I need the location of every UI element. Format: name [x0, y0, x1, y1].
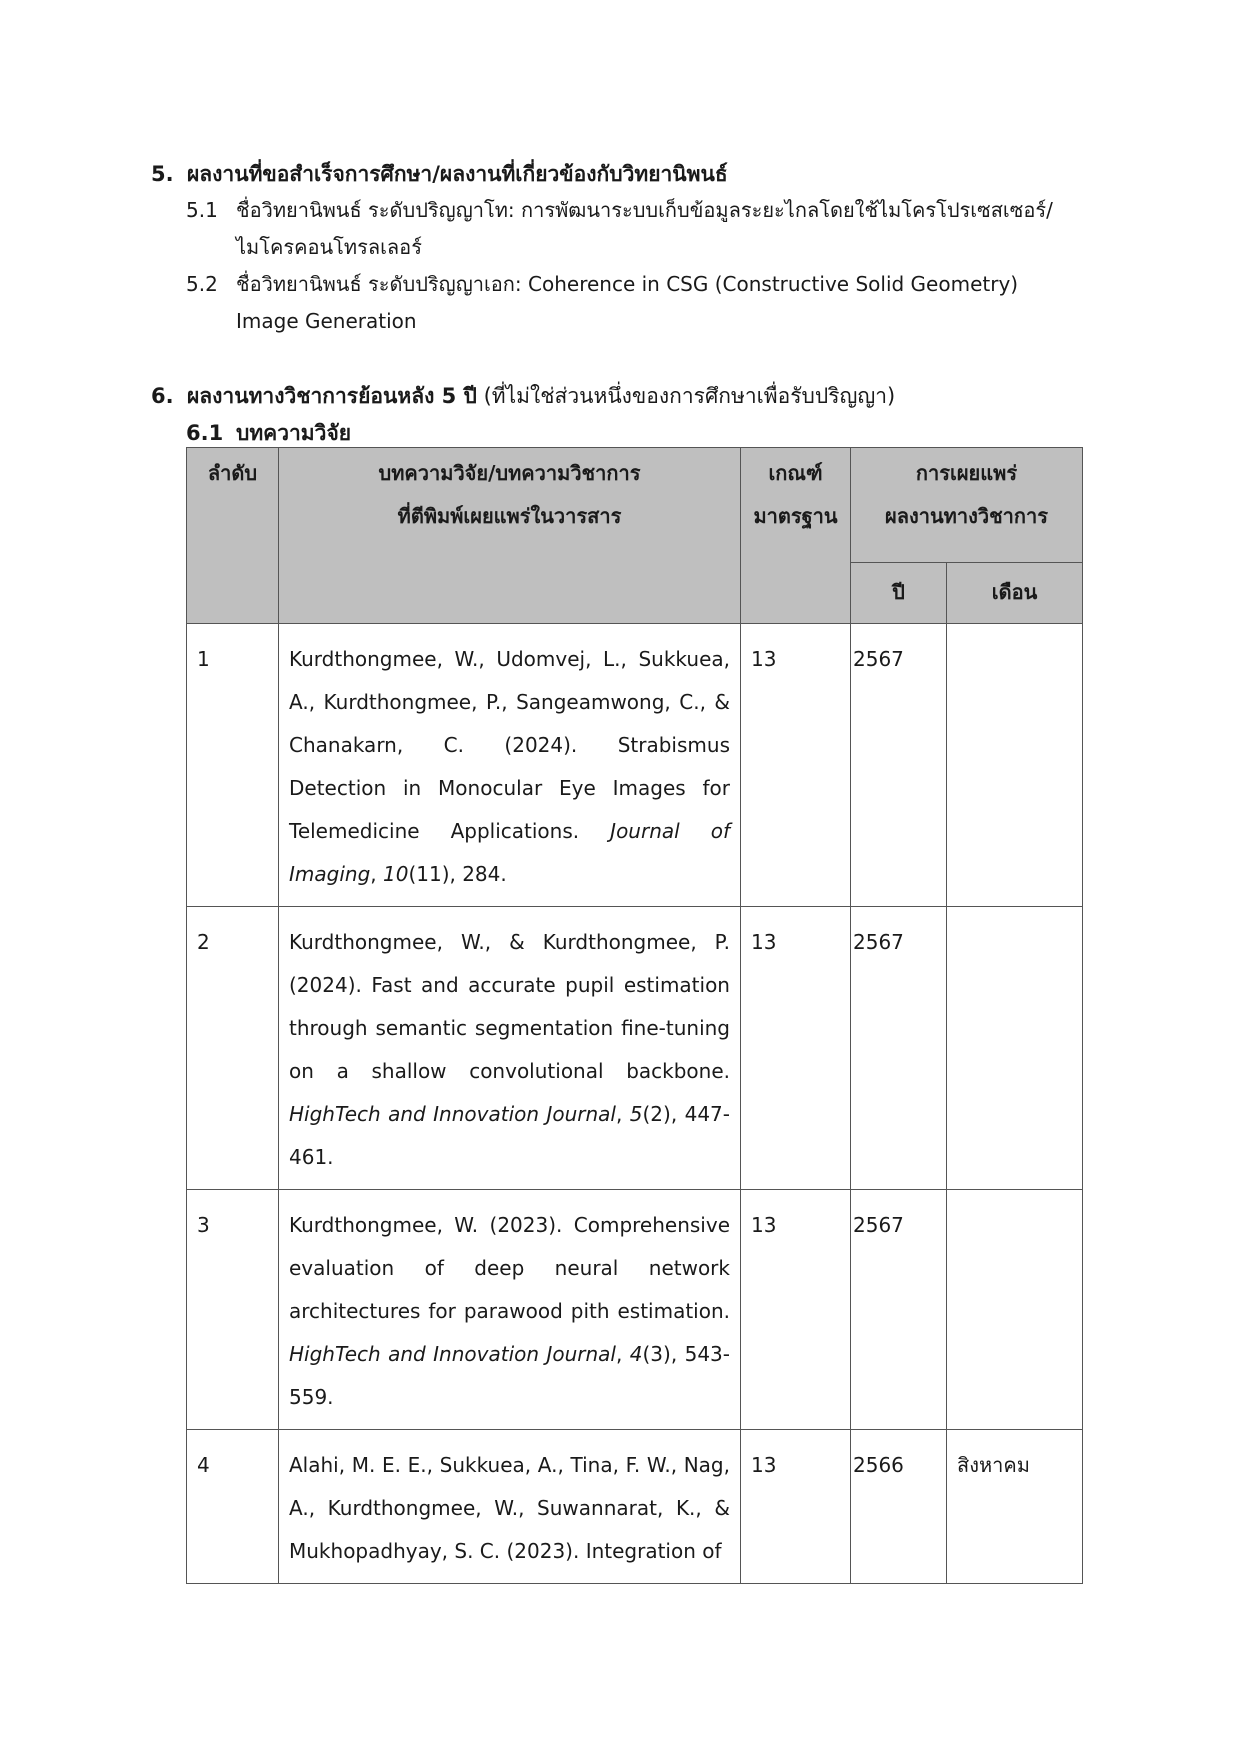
citation-sep: ,: [615, 1342, 630, 1366]
section-6-number: 6.: [151, 384, 174, 408]
cell-citation: [279, 624, 741, 907]
cell-month: สิงหาคม: [947, 1430, 1083, 1584]
item-5-2-text: ชื่อวิทยานิพนธ์ ระดับปริญญาเอก: Coherence in CSG (Constructive Solid Geometry) Image Generation: [236, 272, 1019, 333]
citation-volume: 5: [629, 1102, 643, 1126]
cell-month: [947, 624, 1083, 907]
table-row: [187, 624, 1083, 907]
cell-month: [947, 1190, 1083, 1430]
cell-year: 2567: [851, 907, 947, 1190]
citation-sep: ,: [615, 1102, 630, 1126]
cell-year: 2567: [851, 1190, 947, 1430]
cell-criteria: 13: [741, 1430, 851, 1584]
cell-order: 1: [187, 624, 279, 907]
citation-sep: ,: [370, 862, 383, 886]
header-article: [279, 448, 741, 624]
item-5-1-text: ชื่อวิทยานิพนธ์ ระดับปริญญาโท: การพัฒนาระบบเก็บข้อมูลระยะไกลโดยใช้ไมโครโปรเซสเซอร์/ไมโครคอนโทรลเลอร์: [236, 198, 1053, 259]
citation-journal: HighTech and Innovation Journal: [289, 1342, 616, 1366]
item-6-1-number: 6.1: [186, 421, 224, 445]
cell-criteria: 13: [741, 907, 851, 1190]
citation-volume: 4: [629, 1342, 643, 1366]
citation-issue-pages: (11), 284.: [408, 862, 507, 886]
item-5-2-number: 5.2: [186, 272, 218, 296]
header-order-label: ลำดับ: [207, 461, 258, 485]
citation-text: Kurdthongmee, W., & Kurdthongmee, P. (2024). Fast and accurate pupil estimation through semantic segmentation fine-tuning on a shallow convolutional backbone.: [289, 930, 730, 1083]
cell-citation: [279, 1430, 741, 1584]
header-month: เดือน: [947, 562, 1083, 623]
section-6-title: ผลงานทางวิชาการย้อนหลัง 5 ปี: [187, 384, 477, 408]
citation-text: Alahi, M. E. E., Sukkuea, A., Tina, F. W., Nag, A., Kurdthongmee, W., Suwannarat, K., & Mukhopadhyay, S. C. (2023). Integration of: [289, 1453, 730, 1563]
header-year: ปี: [851, 562, 947, 623]
section-5-heading: [151, 158, 728, 191]
cell-month: [947, 907, 1083, 1190]
cell-criteria: 13: [741, 624, 851, 907]
header-criteria-line2: มาตรฐาน: [753, 504, 838, 528]
publications-table: [186, 447, 1083, 1584]
section-6-note: (ที่ไม่ใช่ส่วนหนึ่งของการศึกษาเพื่อรับปริญญา): [476, 384, 896, 408]
item-6-1-heading: [186, 417, 351, 450]
table-header-row: [187, 448, 1083, 563]
section-5-title: ผลงานที่ขอสำเร็จการศึกษา/ผลงานที่เกี่ยวข้องกับวิทยานิพนธ์: [187, 162, 728, 186]
header-criteria-line1: เกณฑ์: [768, 461, 823, 485]
header-article-line2: ที่ตีพิมพ์เผยแพร่ในวารสาร: [397, 504, 622, 528]
citation-issue-pages: (2), 447-461.: [289, 1102, 730, 1169]
item-5-1: [186, 192, 1086, 266]
citation-journal: HighTech and Innovation Journal: [289, 1102, 616, 1126]
cell-citation: [279, 1190, 741, 1430]
cell-citation: [279, 907, 741, 1190]
cell-year: 2567: [851, 624, 947, 907]
table-row: [187, 907, 1083, 1190]
citation-journal: Journal of Imaging: [289, 819, 731, 886]
item-5-2: [186, 266, 1086, 340]
cell-year: 2566: [851, 1430, 947, 1584]
citation-volume: 10: [382, 862, 409, 886]
item-6-1-title: บทความวิจัย: [236, 421, 352, 445]
header-dissemination-line2: ผลงานทางวิชาการ: [885, 504, 1048, 528]
table-row: [187, 1430, 1083, 1584]
table-row: [187, 1190, 1083, 1430]
item-5-1-number: 5.1: [186, 198, 218, 222]
section-6-heading: [151, 380, 895, 413]
cell-order: 4: [187, 1430, 279, 1584]
header-criteria: [741, 448, 851, 624]
header-order: [187, 448, 279, 624]
header-article-line1: บทความวิจัย/บทความวิชาการ: [378, 461, 641, 485]
citation-issue-pages: (3), 543-559.: [289, 1342, 730, 1409]
citation-text: Kurdthongmee, W. (2023). Comprehensive evaluation of deep neural network architectures for parawood pith estimation.: [289, 1213, 730, 1323]
header-dissemination-line1: การเผยแพร่: [915, 461, 1018, 485]
cell-order: 3: [187, 1190, 279, 1430]
citation-text: Kurdthongmee, W., Udomvej, L., Sukkuea, A., Kurdthongmee, P., Sangeamwong, C., & Chanakarn, C. (2024). Strabismus Detection in Monocular Eye Images for Telemedicine Applications.: [289, 647, 730, 843]
header-dissemination: [851, 448, 1083, 563]
cell-order: 2: [187, 907, 279, 1190]
section-5-number: 5.: [151, 162, 174, 186]
cell-criteria: 13: [741, 1190, 851, 1430]
